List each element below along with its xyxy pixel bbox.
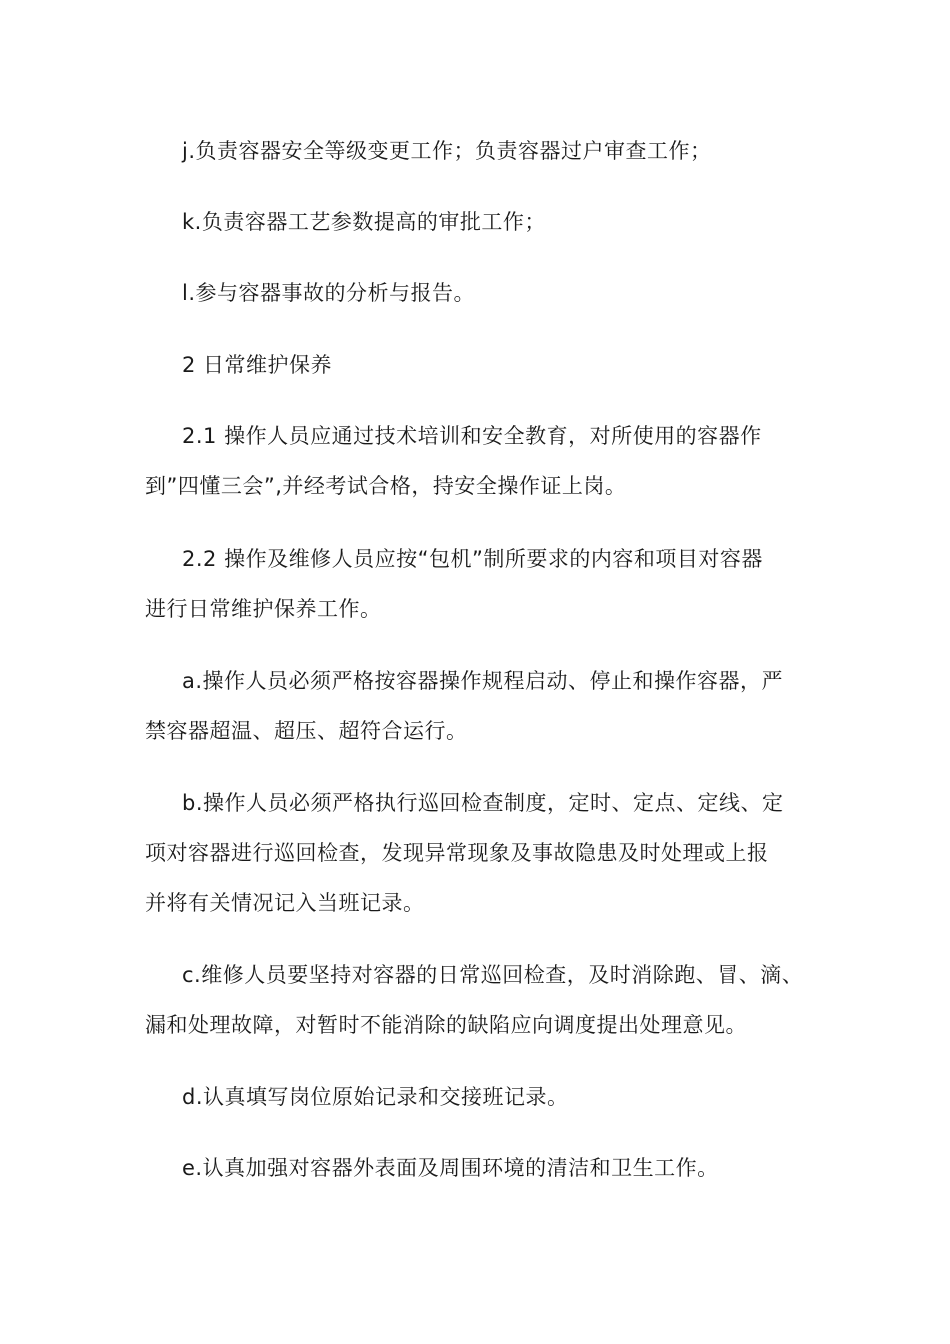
- text-line: 并将有关情况记入当班记录。: [145, 891, 425, 915]
- section-heading-2: [145, 340, 825, 390]
- text-line: 漏和处理故障，对暂时不能消除的缺陷应向调度提出处理意见。: [145, 1013, 747, 1037]
- text-line: d.认真填写岗位原始记录和交接班记录。: [182, 1085, 569, 1109]
- paragraph-2-2: [145, 534, 825, 634]
- paragraph-item-d: [145, 1072, 825, 1122]
- text-line: 禁容器超温、超压、超符合运行。: [145, 719, 468, 743]
- paragraph-item-a: [145, 656, 825, 756]
- paragraph-item-e: [145, 1143, 825, 1193]
- text-line: 2.2 操作及维修人员应按“包机”制所要求的内容和项目对容器: [182, 547, 763, 571]
- paragraph-item-l: [145, 268, 825, 318]
- text-line: b.操作人员必须严格执行巡回检查制度，定时、定点、定线、定: [182, 791, 784, 815]
- text-line: 到”四懂三会”,并经考试合格，持安全操作证上岗。: [145, 474, 627, 498]
- paragraph-2-1: [145, 411, 825, 511]
- text-line: e.认真加强对容器外表面及周围环境的清洁和卫生工作。: [182, 1156, 719, 1180]
- paragraph-item-b: [145, 778, 825, 928]
- paragraph-item-k: [145, 197, 825, 247]
- text-line: l.参与容器事故的分析与报告。: [182, 281, 476, 305]
- paragraph-item-j: [145, 126, 825, 176]
- text-line: a.操作人员必须严格按容器操作规程启动、停止和操作容器，严: [182, 669, 784, 693]
- paragraph-item-c: [145, 950, 825, 1050]
- text-line: 2 日常维护保养: [182, 353, 333, 377]
- text-line: 进行日常维护保养工作。: [145, 597, 382, 621]
- text-line: 2.1 操作人员应通过技术培训和安全教育，对所使用的容器作: [182, 424, 762, 448]
- text-line: j.负责容器安全等级变更工作；负责容器过户审查工作；: [182, 139, 712, 163]
- text-line: 项对容器进行巡回检查，发现异常现象及事故隐患及时处理或上报: [145, 841, 769, 865]
- text-line: k.负责容器工艺参数提高的审批工作；: [182, 210, 546, 234]
- text-line: c.维修人员要坚持对容器的日常巡回检查，及时消除跑、冒、滴、: [182, 963, 804, 987]
